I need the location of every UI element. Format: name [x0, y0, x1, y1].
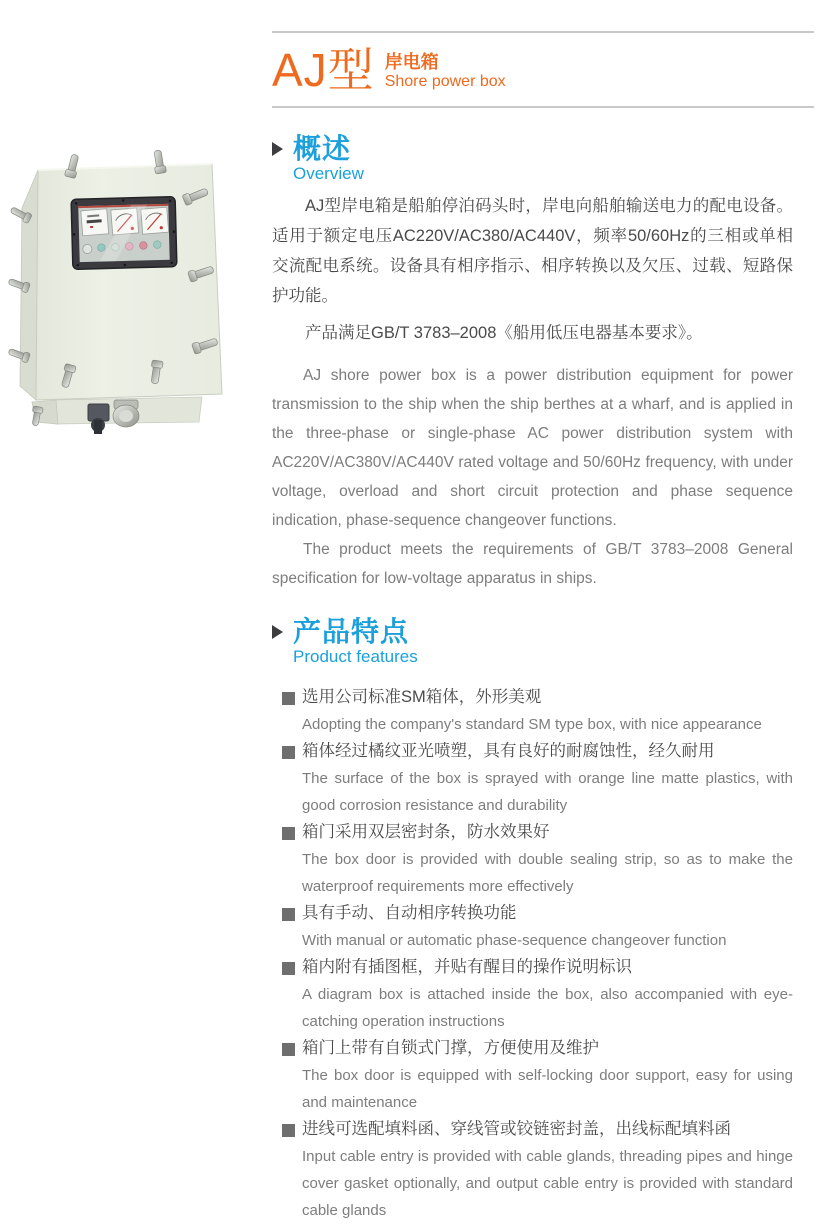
product-photo	[2, 150, 260, 450]
square-bullet-icon	[282, 827, 295, 840]
square-bullet-icon	[282, 1124, 295, 1137]
section-arrow-icon	[272, 625, 283, 639]
features-heading-zh: 产品特点	[293, 616, 410, 647]
product-model: AJ型	[272, 43, 375, 96]
feature-text-en: The box door is equipped with self-locking door support, easy for using and maintenance	[302, 1067, 793, 1111]
feature-text-en: The surface of the box is sprayed with orange line matte plastics, with good corrosion resistance and durability	[302, 770, 793, 814]
feature-list	[282, 684, 793, 1224]
product-name-zh: 岸电箱	[384, 52, 439, 72]
square-bullet-icon	[282, 746, 295, 759]
content-column	[272, 108, 793, 1224]
feature-item	[282, 900, 793, 954]
feature-text-en: The box door is provided with double sealing strip, so as to make the waterproof requirements more effectively	[302, 851, 793, 895]
product-name-en: Shore power box	[384, 73, 506, 90]
feature-text-en: Adopting the company's standard SM type box, with nice appearance	[302, 716, 762, 733]
feature-item	[282, 1116, 793, 1224]
section-arrow-icon	[272, 142, 283, 156]
overview-paragraph-en: AJ shore power box is a power distribution equipment for power transmission to the ship when the ship berthes at a wharf, and is applied in the three-phase or single-phase AC power distribution system with AC220V/AC380V/AC440V rated voltage and 50/60Hz frequency, with under voltage, overload and short circuit protection and phase sequence indication, phase-sequence changeover functions.	[272, 367, 793, 529]
overview-heading-en: Overview	[293, 164, 364, 183]
overview-standard-zh: 产品满足GB/T 3783–2008《船用低压电器基本要求》。	[305, 324, 703, 342]
feature-text-en: With manual or automatic phase-sequence changeover function	[302, 932, 727, 949]
meter-window	[71, 197, 177, 270]
feature-text-zh: 进线可选配填料函、穿线管或铰链密封盖，出线标配填料函	[302, 1120, 731, 1138]
feature-text-zh: 箱门采用双层密封条，防水效果好	[302, 823, 550, 841]
overview-section	[272, 133, 793, 593]
overview-standard-en: The product meets the requirements of GB/T 3783–2008 General specification for low-voltage apparatus in ships.	[272, 541, 793, 587]
product-title-block	[272, 31, 814, 108]
square-bullet-icon	[282, 962, 295, 975]
feature-item	[282, 954, 793, 1035]
phase-indicator-meter	[81, 209, 109, 236]
ammeter-gauge	[141, 207, 169, 234]
square-bullet-icon	[282, 692, 295, 705]
cable-gland-metal	[113, 400, 139, 427]
box-base	[30, 397, 202, 434]
overview-heading	[272, 133, 793, 184]
product-subtitle	[385, 52, 506, 91]
feature-item	[282, 1035, 793, 1116]
overview-heading-zh: 概述	[293, 133, 352, 164]
feature-text-zh: 箱内附有插图框，并贴有醒目的操作说明标识	[302, 958, 632, 976]
feature-text-en: Input cable entry is provided with cable glands, threading pipes and hinge cover gasket optionally, and output cable entry is provided with standard cable glands	[302, 1148, 793, 1219]
feature-item	[282, 684, 793, 738]
cable-gland-dark	[88, 404, 109, 434]
shore-power-box-illustration	[2, 150, 260, 450]
feature-text-zh: 箱体经过橘纹亚光喷塑，具有良好的耐腐蚀性，经久耐用	[302, 742, 715, 760]
features-heading-en: Product features	[293, 647, 418, 666]
overview-paragraph-zh: AJ型岸电箱是船舶停泊码头时，岸电向船舶输送电力的配电设备。适用于额定电压AC220V/AC380/AC440V，频率50/60Hz的三相或单相交流配电系统。设备具有相序指示、相序转换以及欠压、过载、短路保护功能。	[272, 197, 793, 305]
feature-text-zh: 选用公司标准SM箱体，外形美观	[302, 688, 542, 706]
feature-text-zh: 具有手动、自动相序转换功能	[302, 904, 517, 922]
features-section	[272, 616, 793, 1224]
square-bullet-icon	[282, 1043, 295, 1056]
feature-item	[282, 738, 793, 819]
square-bullet-icon	[282, 908, 295, 921]
feature-item	[282, 819, 793, 900]
feature-text-en: A diagram box is attached inside the box, also accompanied with eye-catching operation instructions	[302, 986, 793, 1030]
features-heading	[272, 616, 793, 667]
feature-text-zh: 箱门上带有自锁式门撑，方便使用及维护	[302, 1039, 599, 1057]
